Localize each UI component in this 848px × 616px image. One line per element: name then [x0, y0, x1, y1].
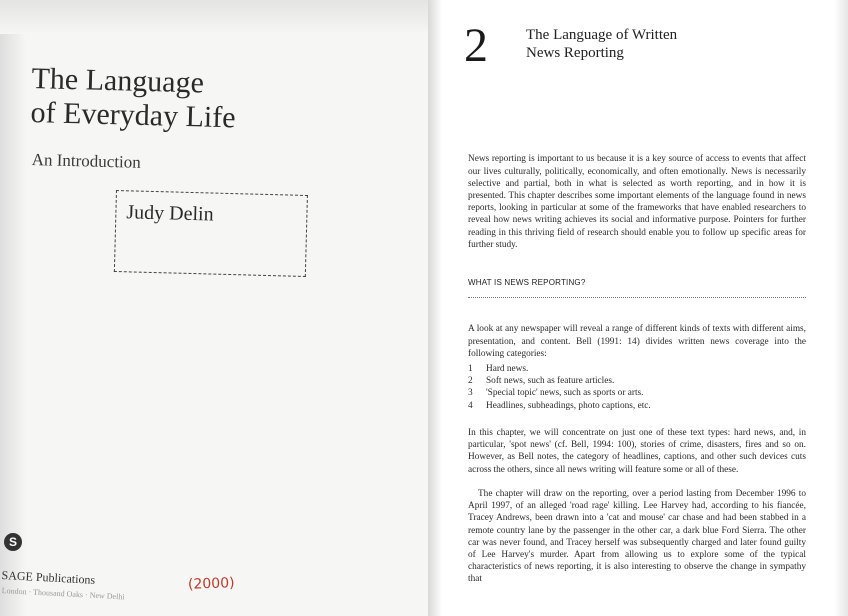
chapter-title [526, 26, 786, 62]
list-item [468, 387, 806, 399]
list-item [468, 363, 806, 375]
author-box [114, 190, 308, 277]
list-item-number: 3 [468, 388, 473, 399]
book-title-line-1: The Language [31, 62, 205, 100]
list-item-text: 'Special topic' news, such as sports or arts. [486, 388, 644, 399]
list-item [468, 375, 806, 387]
author-name: Judy Delin [126, 201, 214, 226]
news-category-list [468, 363, 806, 412]
section-heading: WHAT IS NEWS REPORTING? [468, 278, 586, 287]
list-item-text: Soft news, such as feature articles. [486, 376, 615, 387]
publisher-imprint: London · Thousand Oaks · New Delhi [1, 586, 125, 602]
body-paragraph-case-study: The chapter will draw on the reporting, over a period lasting from December 1996 to April 1997, of an alleged 'road rage' killing. Lee Harvey had, according to his fiancée, Tracey Andrews, been drawn into a 'cat and mouse' car chase and had been stabbed in a remote country lane by the passenger in the other car, a dark blue Ford Sierra. The other car was never found, and Tracey herself was subsequently charged and later found guilty of Lee Harvey's murder. Apart from allowing us to explore some of the typical characteristics of news reporting, it is also interesting to observe the change in sympathy that [468, 489, 806, 585]
list-item-number: 4 [468, 400, 473, 411]
body-paragraph-spot-news: In this chapter, we will concentrate on just one of these text types: hard news, and, in particular, 'spot news' (cf. Bell, 1994: 100), stories of crime, disasters, fires and so on. However, as Bell notes, the category of headlines, captions, and other such devices cuts across the others, since all news writing will feature some or all of these. [468, 428, 806, 475]
chapter-title-line-2: News Reporting [526, 45, 624, 61]
chapter-number: 2 [464, 19, 488, 72]
section-paragraph: A look at any newspaper will reveal a range of different kinds of texts with different aims, presentation, and content. Bell (1991: 14) divides written news coverage into the following categories: [468, 324, 806, 359]
book-gutter [428, 0, 442, 616]
list-item-number: 1 [468, 364, 473, 374]
left-page-shadow [0, 0, 26, 616]
list-item-text: Headlines, subheadings, photo captions, etc. [486, 400, 651, 411]
chapter-title-line-1: The Language of Written [526, 27, 678, 43]
list-item-text: Hard news. [486, 364, 529, 374]
publisher-name: SAGE Publications [1, 568, 96, 587]
right-page-chapter [442, 0, 848, 616]
book-title [30, 62, 332, 138]
right-page-shadow [834, 0, 848, 616]
list-item [468, 400, 806, 412]
sage-logo-icon: S [4, 533, 22, 551]
chapter-intro-paragraph: News reporting is important to us because it is a key source of access to events that affect our lives culturally, politically, economically, and often emotionally. News is necessarily selective and partial, both in what is selected as worth reporting, and in how it is presented. This chapter describes some important elements of the language found in news reports, looking in particular at some of the frameworks that have enabled researchers to reveal how news writing achieves its social and informative purpose. Pointers for further reading in this thriving field of research should enable you to follow up specific areas for further study. [468, 154, 806, 250]
book-subtitle: An Introduction [31, 150, 142, 172]
handwritten-year-annotation: (2000) [187, 575, 235, 593]
book-title-line-2: of Everyday Life [30, 95, 236, 135]
section-divider [468, 297, 806, 298]
top-page-shadow [0, 0, 430, 34]
list-item-number: 2 [468, 376, 473, 387]
